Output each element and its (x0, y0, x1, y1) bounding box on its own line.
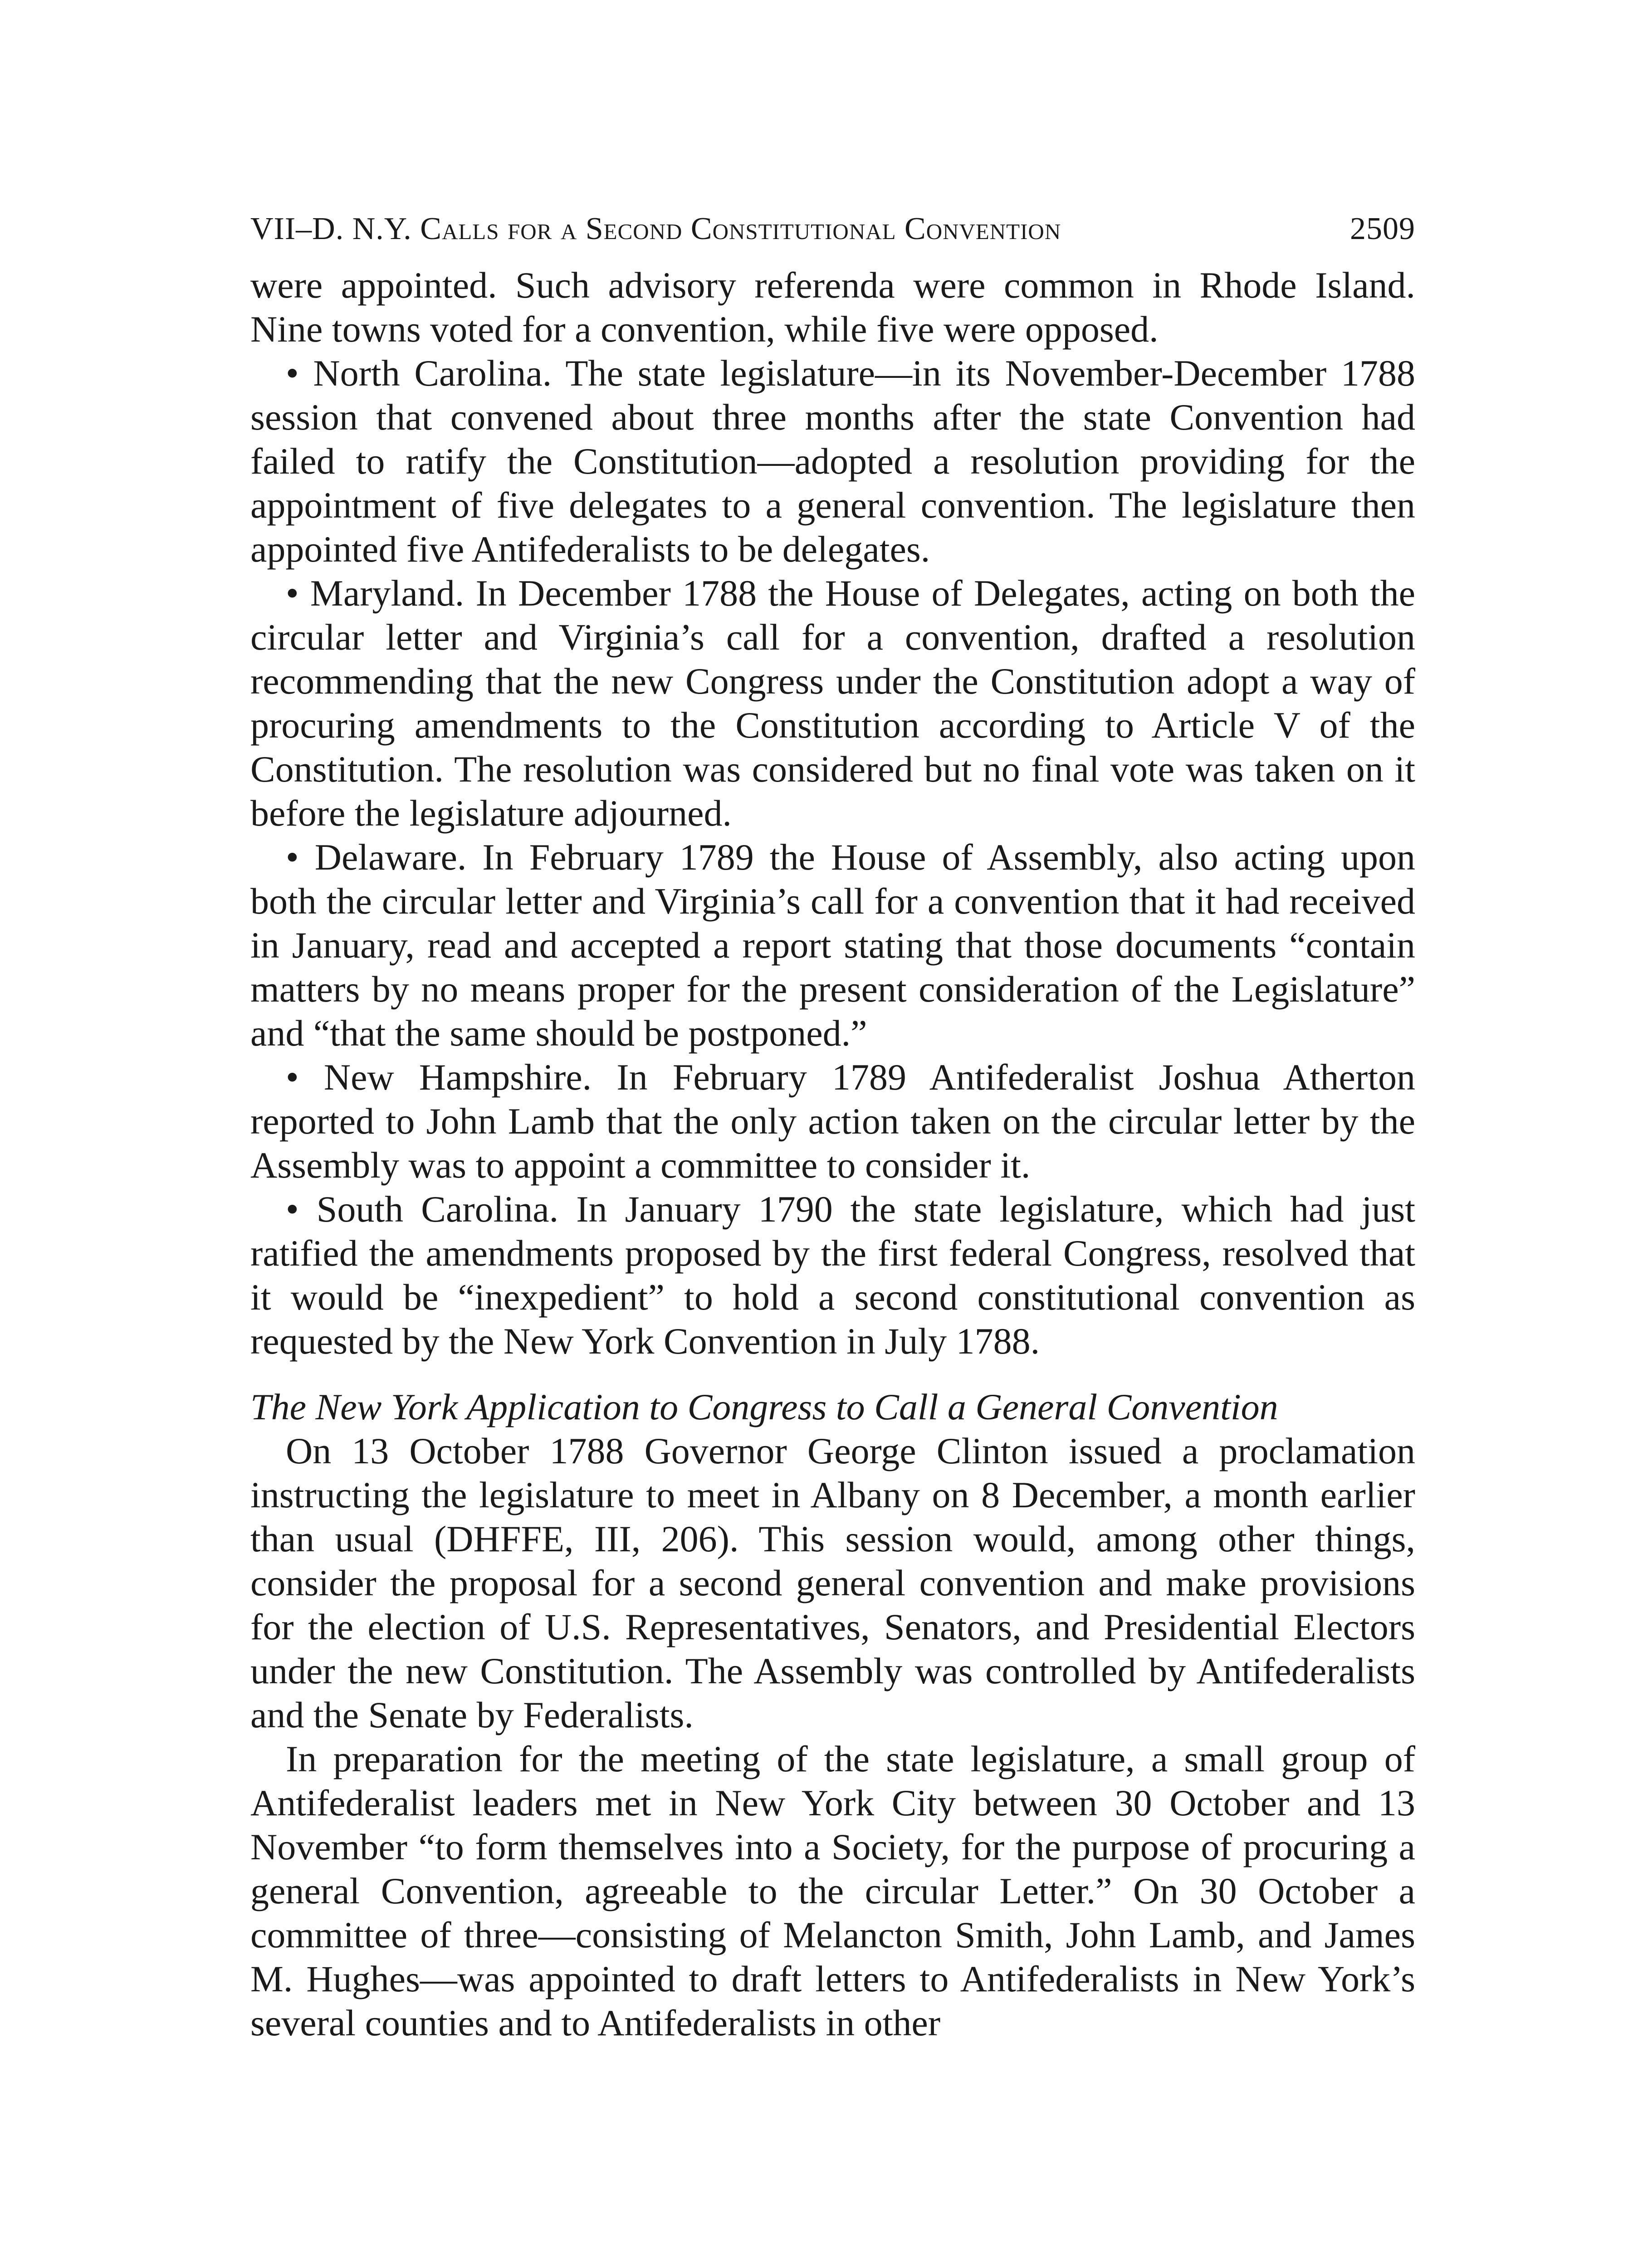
running-head (250, 213, 1415, 263)
paragraph-maryland: • Maryland. In December 1788 the House of Delegates, acting on both the circular letter and Virginia’s call for a convention, drafted a resolution recommending that the new Congress under the Constitution adopt a way of procuring amendments to the Constitution according to Article V of the Constitution. The resolution was considered but no final vote was taken on it before the legislature adjourned. (250, 572, 1415, 834)
paragraph-north-carolina: • North Carolina. The state legislature—in its November-December 1788 session that convened about three months after the state Convention had failed to ratify the Constitution—adopted a resolution providing for the appointment of five delegates to a general convention. The legislature then appointed five Antifederalists to be delegates. (250, 352, 1415, 570)
running-title: VII–D. N.Y. Calls for a Second Constitutional Convention (250, 211, 1061, 246)
body-text (250, 263, 1415, 2045)
page-number: 2509 (1350, 211, 1415, 246)
paragraph-continuation: were appointed. Such advisory referenda were common in Rhode Island. Nine towns voted for a convention, while five were opposed. (250, 264, 1415, 350)
paragraph-south-carolina: • South Carolina. In January 1790 the state legislature, which had just ratified the amendments proposed by the first federal Congress, resolved that it would be “inexpedient” to hold a second constitutional convention as requested by the New York Convention in July 1788. (250, 1188, 1415, 1362)
book-page (250, 213, 1415, 2045)
paragraph-clinton-proclamation: On 13 October 1788 Governor George Clinton issued a proclamation instructing the legislature to meet in Albany on 8 December, a month earlier than usual (DHFFE, III, 206). This session would, among other things, consider the proposal for a second general convention and make provisions for the election of U.S. Representatives, Senators, and Presidential Electors under the new Constitution. The Assembly was controlled by Antifederalists and the Senate by Federalists. (250, 1430, 1415, 1735)
paragraph-new-hampshire: • New Hampshire. In February 1789 Antifederalist Joshua Atherton reported to John Lamb that the only action taken on the circular letter by the Assembly was to appoint a committee to consider it. (250, 1056, 1415, 1186)
section-heading: The New York Application to Congress to Call a General Convention (250, 1386, 1278, 1427)
paragraph-antifederalist-society: In preparation for the meeting of the state legislature, a small group of Antifederalist leaders met in New York City between 30 October and 13 November “to form themselves into a Society, for the purpose of procuring a general Convention, agreeable to the circular Letter.” On 30 October a committee of three—consisting of Melancton Smith, John Lamb, and James M. Hughes—was appointed to draft letters to Antifederalists in New York’s several counties and to Antifederalists in other (250, 1738, 1415, 2043)
paragraph-delaware: • Delaware. In February 1789 the House of Assembly, also acting upon both the circular letter and Virginia’s call for a convention that it had received in January, read and accepted a report stating that those documents “contain matters by no means proper for the present consideration of the Legislature” and “that the same should be postponed.” (250, 836, 1415, 1054)
